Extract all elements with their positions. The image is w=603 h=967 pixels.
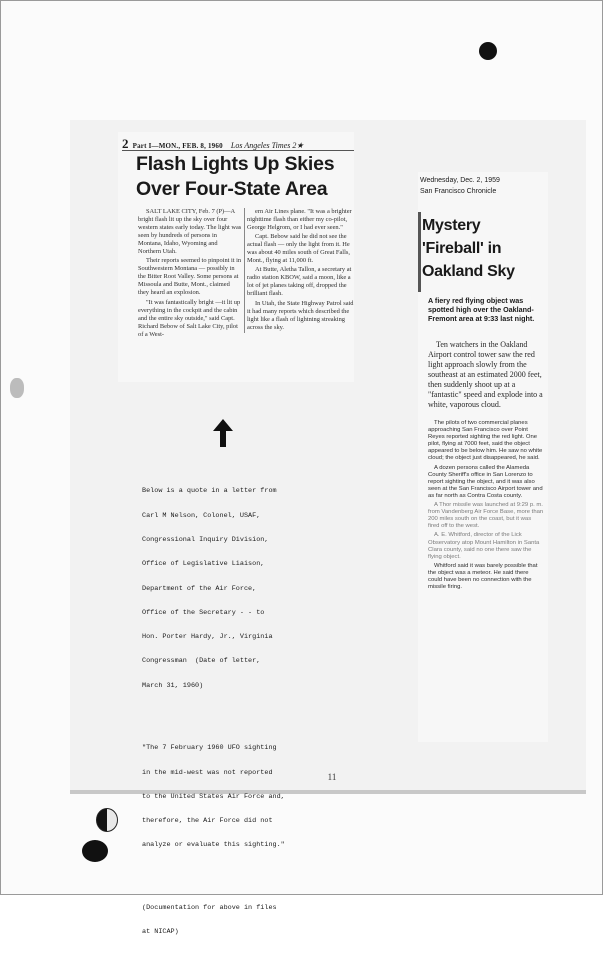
memo-line: Carl M Nelson, Colonel, USAF,	[142, 511, 261, 520]
punch-hole-left	[10, 378, 24, 398]
la-times-header	[122, 136, 354, 151]
punch-hole-bottom-upper	[96, 808, 118, 832]
memo-line: Office of Legislative Liaison,	[142, 560, 265, 569]
memo-quote	[142, 728, 332, 866]
memo-line: therefore, the Air Force did not	[142, 817, 273, 826]
la-paragraph: Their reports seemed to pinpoint it in Southwestern Montana — possibly in the Bitter Root Valley. Some persons at Missoula and Butte, Mont., claimed they heard an explosion.	[138, 257, 242, 297]
la-column-right	[244, 208, 355, 333]
memo-line: Hon. Porter Hardy, Jr., Virginia	[142, 633, 273, 642]
memo-line: March 31, 1960)	[142, 681, 204, 690]
sf-headline-line-2: 'Fireball' in	[422, 240, 502, 257]
sf-paragraph: Whitford said it was barely possible that the object was a meteor. He said there could have been no connection with the missile firing.	[428, 562, 538, 591]
up-arrow-icon	[212, 418, 234, 448]
memo-line: at NICAP)	[142, 928, 179, 937]
memo-line: (Documentation for above in files	[142, 904, 277, 913]
sf-body	[428, 340, 544, 412]
la-page-number: 2	[122, 136, 129, 151]
sf-paragraph: A dozen persons called the Alameda County Sheriff's office in San Lorenzo to report sighting the object, and it was also seen at the San Francisco Airport tower and as far north as Contra Costa county.	[428, 464, 543, 499]
la-part-date: Part I—MON., FEB. 8, 1960	[132, 142, 223, 150]
punch-hole-top	[479, 42, 497, 60]
la-paragraph: Capt. Bebow said he did not see the actual flash — only the light from it. He was about 40 miles south of Great Falls, Mont., flying at 11,000 ft.	[247, 233, 350, 265]
la-paragraph: SALT LAKE CITY, Feb. 7 (P)—A bright flash lit up the sky over four western states early today. The light was seen by hundreds of persons in Montana, Idaho, Wyoming and Northern Utah.	[138, 208, 242, 256]
sf-headline-line-1: Mystery	[422, 217, 481, 234]
memo-line: analyze or evaluate this sighting."	[142, 841, 285, 850]
memo-documentation	[142, 888, 332, 953]
memo-line: Congressman (Date of letter,	[142, 657, 261, 666]
typed-memo	[142, 455, 332, 967]
sf-date: Wednesday, Dec. 2, 1959	[420, 177, 500, 184]
sf-paragraph: A Thor missile was launched at 9:29 p. m. from Vandenberg Air Force Base, more than 200 miles south on the coast, but it was fired off to the west.	[428, 502, 544, 530]
memo-intro	[142, 471, 332, 706]
sf-headline-rule	[418, 212, 421, 292]
sf-paragraph: A. E. Whitford, director of the Lick Observatory atop Mount Hamilton in Santa Clara county, said no one there saw the flying object.	[428, 532, 540, 560]
punch-hole-bottom-lower	[82, 840, 108, 862]
la-headline-line-2: Over Four-State Area	[136, 178, 328, 200]
la-paragraph: At Butte, Aletha Tallon, a secretary at radio station KBOW, said a moon, like a lot of jet planes taking off, dropped the brilliant flash.	[247, 266, 352, 298]
memo-line: Congressional Inquiry Division,	[142, 535, 269, 544]
sf-body-continued	[428, 420, 544, 593]
la-paper-name: Los Angeles Times 2★	[230, 141, 304, 150]
sf-lead-paragraph: A fiery red flying object was spotted high over the Oakland-Fremont area at 9:33 last night.	[428, 296, 535, 324]
memo-line: in the mid-west was not reported	[142, 768, 273, 777]
la-headline-line-1: Flash Lights Up Skies	[136, 153, 335, 175]
la-paragraph: In Utah, the State Highway Patrol said it had many reports which described the light like a flash of lightning streaking across the sky.	[247, 299, 354, 331]
memo-line: to the United States Air Force and,	[142, 792, 285, 801]
la-paragraph: "It was fantastically bright —it lit up everything in the cockpit and the cabin and the entire sky outside," said Capt. Richard Bebow of Salt Lake City, pilot of a West-	[138, 298, 241, 338]
la-times-clipping	[118, 132, 354, 382]
la-paragraph: ern Air Lines plane. "It was a brighter nighttime flash than either my co-pilot, George Helgrom, or I had ever seen."	[247, 208, 352, 232]
memo-line: Office of the Secretary - - to	[142, 608, 265, 617]
page-number: 11	[327, 772, 337, 782]
memo-line: Below is a quote in a letter from	[142, 487, 277, 496]
sf-paragraph: The pilots of two commercial planes approaching San Francisco over Point Reyes reported sighting the red light. One pilot, flying at 7000 feet, said the object appeared to be below him. He saw no white cloud; the object just disappeared, he said.	[428, 420, 543, 462]
sf-chronicle-clipping	[418, 172, 548, 742]
sf-headline-line-3: Oakland Sky	[422, 263, 515, 280]
sf-paper-name: San Francisco Chronicle	[420, 188, 497, 195]
memo-line: Department of the Air Force,	[142, 584, 257, 593]
memo-line: "The 7 February 1960 UFO sighting	[142, 744, 277, 753]
sf-headline	[422, 214, 542, 283]
la-column-left	[138, 208, 242, 340]
la-headline	[136, 152, 352, 202]
sf-paragraph: Ten watchers in the Oakland Airport control tower saw the red light approach slowly from the southeast at an estimated 2000 feet, then suddenly shoot up at a "fantastic" speed and explode into a white, vaporous cloud.	[428, 340, 543, 409]
